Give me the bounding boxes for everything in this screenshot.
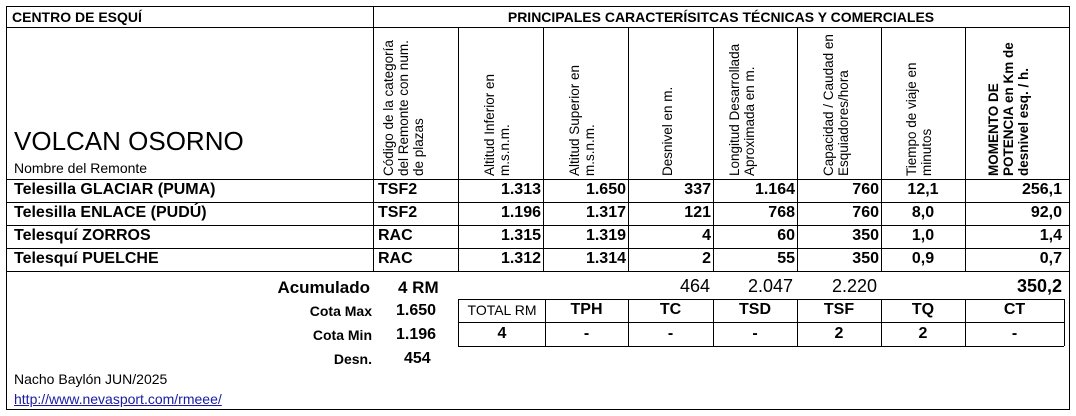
alt-high: 1.650	[585, 181, 626, 198]
col-header-power: MOMENTO DE POTENCIA en Km de desnivel esq. / h.	[986, 42, 1031, 176]
type-value-tph: -	[583, 325, 590, 342]
lift-name: Telesilla GLACIAR (PUMA)	[14, 181, 216, 198]
power-moment: 0,7	[1039, 250, 1062, 267]
length: 60	[777, 227, 795, 244]
cota-max-label: Cota Max	[309, 303, 372, 319]
header-divider	[6, 27, 1070, 28]
col-divider	[458, 27, 459, 271]
col-header-code: Código de la categoría del Remonte con num. de plazas	[381, 40, 426, 176]
accum-length: 2.047	[747, 276, 793, 296]
lift-code: RAC	[378, 227, 413, 244]
capacity: 350	[852, 250, 879, 267]
type-header-tsf: TSF	[823, 301, 855, 318]
lift-code: TSF2	[378, 181, 418, 198]
capacity: 760	[852, 204, 879, 221]
types-mid-line	[458, 322, 1064, 323]
accum-drop: 464	[679, 276, 710, 296]
type-header-tc: TC	[659, 301, 682, 318]
drop: 2	[702, 250, 711, 267]
type-header-total-rm: TOTAL RM	[467, 302, 537, 318]
col-divider	[373, 6, 374, 271]
alt-low: 1.315	[500, 227, 541, 244]
col-header-time: Tiempo de viaje en minutos	[904, 62, 934, 176]
alt-high: 1.317	[585, 204, 626, 221]
resort-name: VOLCAN OSORNO	[14, 126, 244, 156]
accum-capacity: 2.220	[831, 276, 877, 296]
lift-code: RAC	[378, 250, 413, 267]
types-bottom-line	[458, 346, 1064, 347]
types-divider	[1064, 299, 1065, 346]
type-header-tq: TQ	[911, 301, 935, 318]
cota-min-label: Cota Min	[312, 327, 372, 343]
type-value-total-rm: 4	[497, 325, 507, 342]
types-top-line	[458, 299, 1064, 300]
accum-rm: 4 RM	[398, 278, 439, 297]
lift-name: Telesilla ENLACE (PUDÚ)	[14, 204, 207, 221]
col-divider	[628, 27, 629, 271]
alt-high: 1.319	[585, 227, 626, 244]
travel-time: 1,0	[911, 227, 935, 244]
col-divider	[713, 27, 714, 271]
author-credit: Nacho Baylón JUN/2025	[14, 371, 168, 387]
power-moment: 1,4	[1039, 227, 1062, 244]
ski-center-header: CENTRO DE ESQUÍ	[12, 9, 142, 25]
alt-low: 1.313	[500, 181, 541, 198]
cota-min-value: 1.196	[396, 326, 437, 343]
travel-time: 8,0	[911, 204, 935, 221]
row-divider	[6, 202, 1070, 203]
lift-name-label: Nombre del Remonte	[14, 160, 148, 176]
row-divider	[6, 248, 1070, 249]
desnivel-label: Desn.	[333, 351, 372, 367]
type-header-tph: TPH	[570, 301, 603, 318]
length: 768	[768, 204, 795, 221]
power-moment: 92,0	[1030, 204, 1062, 221]
col-divider	[543, 27, 544, 271]
accum-power: 350,2	[1016, 276, 1062, 296]
travel-time: 12,1	[907, 181, 939, 198]
alt-low: 1.312	[500, 250, 541, 267]
col-header-drop: Desnivel en m.	[660, 86, 675, 176]
type-header-ct: CT	[1003, 301, 1026, 318]
alt-high: 1.314	[585, 250, 626, 267]
column-header-divider	[6, 179, 1070, 180]
col-divider	[797, 27, 798, 271]
accum-label: Acumulado	[277, 278, 370, 297]
type-value-tsd: -	[752, 325, 758, 342]
col-divider	[965, 27, 966, 271]
travel-time: 0,9	[911, 250, 935, 267]
power-moment: 256,1	[1021, 181, 1062, 198]
desnivel-value: 454	[404, 350, 431, 367]
type-value-tc: -	[667, 325, 674, 342]
type-value-tsf: 2	[834, 325, 844, 342]
capacity: 760	[852, 181, 879, 198]
col-header-alt-low: Altitud Inferior en m.s.n.m.	[482, 73, 512, 176]
drop: 121	[684, 204, 711, 221]
table-bottom-divider	[6, 271, 1070, 272]
lift-name: Telesquí ZORROS	[14, 227, 151, 244]
length: 1.164	[754, 181, 795, 198]
lift-name: Telesquí PUELCHE	[14, 250, 159, 267]
lift-code: TSF2	[378, 204, 418, 221]
capacity: 350	[852, 227, 879, 244]
type-header-tsd: TSD	[739, 301, 771, 318]
features-title: PRINCIPALES CARACTERÍSITCAS TÉCNICAS Y COMERCIALES	[507, 9, 935, 25]
cota-max-value: 1.650	[396, 302, 437, 319]
length: 55	[777, 250, 795, 267]
source-link[interactable]: http://www.nevasport.com/rmeee/	[14, 391, 222, 407]
alt-low: 1.196	[500, 204, 541, 221]
type-value-ct: -	[1011, 325, 1018, 342]
drop: 4	[702, 227, 711, 244]
col-header-alt-high: Altitud Superior en m.s.n.m.	[567, 64, 597, 176]
row-divider	[6, 225, 1070, 226]
type-value-tq: 2	[918, 325, 928, 342]
col-header-capacity: Capacidad / Caudad en Esquiadores/hora	[821, 34, 851, 176]
col-header-length: Longitud Desarrollada Aproximada en m.	[727, 43, 757, 176]
drop: 337	[684, 181, 711, 198]
